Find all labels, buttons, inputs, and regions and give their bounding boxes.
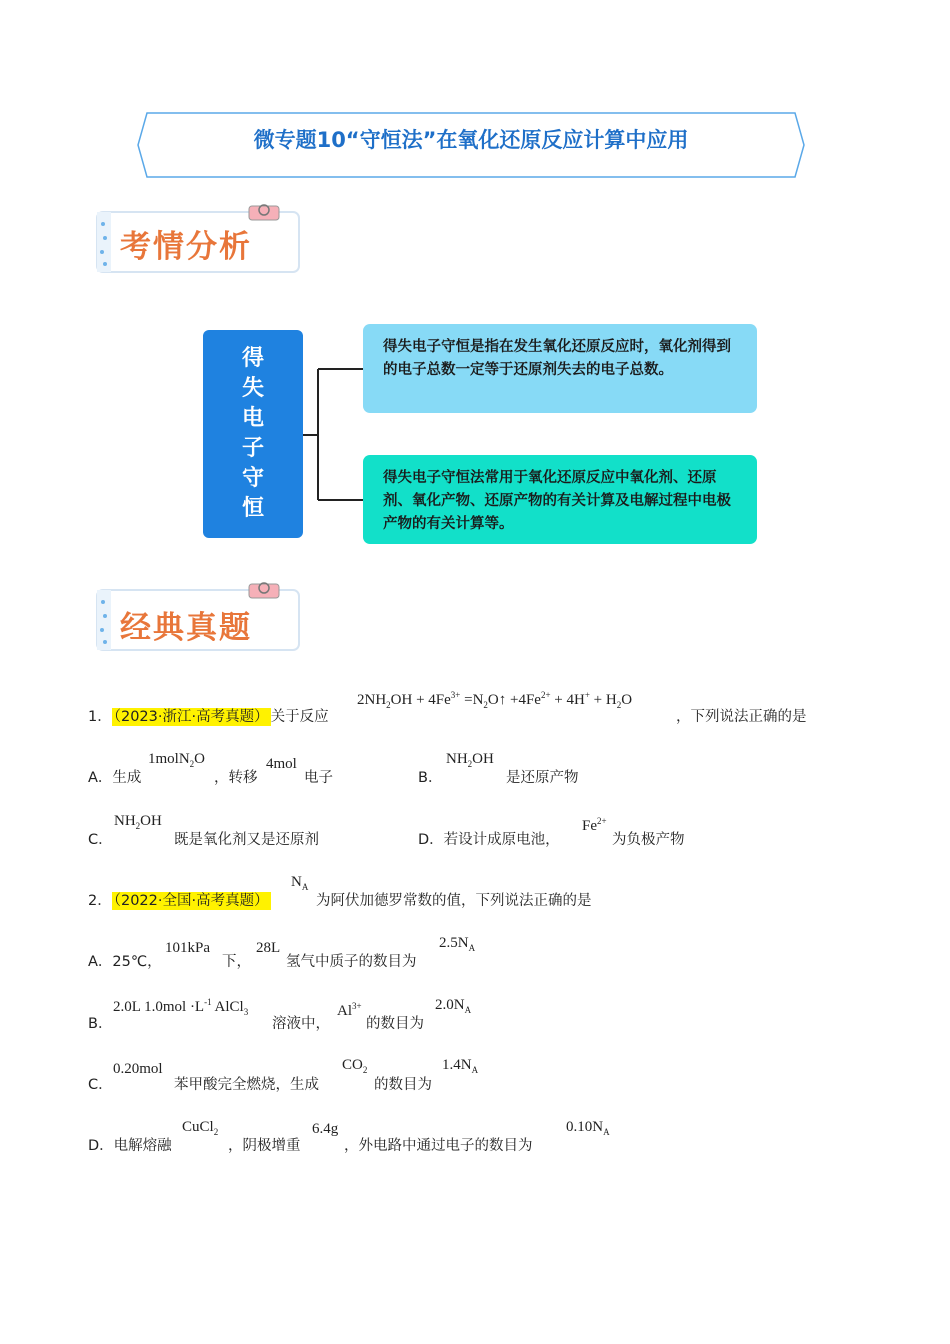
formula: 4mol xyxy=(266,756,297,772)
formula: $Fe^{2+}$ xyxy=(582,816,607,834)
section-heading-analysis: 考情分析 xyxy=(120,229,252,265)
formula: $0.10N_A$ xyxy=(566,1119,610,1137)
concept-char: 电 xyxy=(241,406,264,431)
question-2-stem xyxy=(88,889,271,910)
question-source-badge: （2022·全国·高考真题） xyxy=(113,893,269,909)
concept-char: 恒 xyxy=(241,496,264,521)
question-number: 2． xyxy=(88,893,112,909)
option-d-label: D．电解熔融 xyxy=(88,1138,172,1154)
method-box: 得失电子守恒法常用于氧化还原反应中氧化剂、还原剂、氧化产物、还原产物的有关计算及电解过程中电极产物的有关计算等。 xyxy=(363,455,757,544)
option-text: 苯甲酸完全燃烧，生成 xyxy=(174,1077,319,1093)
concept-char: 守 xyxy=(241,466,264,491)
formula: $Al^{3+}$ xyxy=(337,1001,362,1019)
concept-char: 失 xyxy=(241,376,264,401)
concept-char: 子 xyxy=(241,436,264,461)
question-1-tail: ，下列说法正确的是 xyxy=(676,709,807,725)
formula: CuCl$_2$ xyxy=(182,1119,219,1137)
option-text: 的数目为 xyxy=(366,1016,424,1032)
option-text: 下， xyxy=(222,954,251,970)
option-c-label: C． xyxy=(88,832,113,848)
reaction-equation: $2NH_2OH + 4Fe^{3+}$ $=N_2O↑ +4Fe^{2+} + 4H^+ + H_2O$ xyxy=(357,690,633,710)
formula: $NH_2OH$ xyxy=(446,751,494,769)
question-text: 关于反应 xyxy=(270,709,329,725)
formula: $NH_2OH$ xyxy=(114,813,162,831)
formula: $2.5N_A$ xyxy=(439,935,476,953)
option-a-label: A．25℃， xyxy=(88,954,162,970)
formula: 101kPa xyxy=(165,940,210,956)
option-text: ，外电路中通过电子的数目为 xyxy=(344,1138,533,1154)
option-b-label: B． xyxy=(418,770,443,786)
option-a-label: A．生成 xyxy=(88,770,142,786)
option-text: ，转移 xyxy=(214,770,258,786)
concept-connector xyxy=(303,360,365,505)
option-text: 为负极产物 xyxy=(612,832,685,848)
question-text: 为阿伏加德罗常数的值，下列说法正确的是 xyxy=(316,893,592,909)
concept-center-box xyxy=(203,330,303,538)
page-title: 微专题10“守恒法”在氧化还原反应计算中应用 xyxy=(253,128,689,152)
option-text: 的数目为 xyxy=(374,1077,432,1093)
section-heading-classic: 经典真题 xyxy=(120,610,252,646)
option-text: 电子 xyxy=(304,770,333,786)
option-d-label: D．若设计成原电池， xyxy=(418,832,560,848)
option-text: 氢气中质子的数目为 xyxy=(286,954,417,970)
formula: 6.4g xyxy=(312,1121,339,1137)
formula: 1molN$_2$O xyxy=(148,751,206,769)
question-source-badge: （2023·浙江·高考真题） xyxy=(113,709,269,725)
formula: $CO_2$ xyxy=(342,1057,368,1075)
formula: $2.0N_A$ xyxy=(435,997,472,1015)
formula: 28L xyxy=(256,940,281,956)
option-text: 既是氧化剂又是还原剂 xyxy=(174,832,319,848)
definition-box: 得失电子守恒是指在发生氧化还原反应时，氧化剂得到的电子总数一定等于还原剂失去的电子总数。 xyxy=(363,324,757,413)
formula: 0.20mol xyxy=(113,1061,163,1077)
question-number: 1． xyxy=(88,709,112,725)
option-text: 是还原产物 xyxy=(506,770,579,786)
formula: 2.0L $1.0mol \cdot L^{-1}$ AlCl$_3$ xyxy=(113,997,249,1017)
option-text: 溶液中， xyxy=(272,1016,330,1032)
concept-char: 得 xyxy=(241,346,264,371)
option-b-label: B． xyxy=(88,1016,113,1032)
question-1-stem xyxy=(88,705,329,726)
formula: $1.4N_A$ xyxy=(442,1057,479,1075)
formula: $N_A$ xyxy=(291,874,309,892)
option-c-label: C． xyxy=(88,1077,113,1093)
option-text: ，阴极增重 xyxy=(228,1138,301,1154)
